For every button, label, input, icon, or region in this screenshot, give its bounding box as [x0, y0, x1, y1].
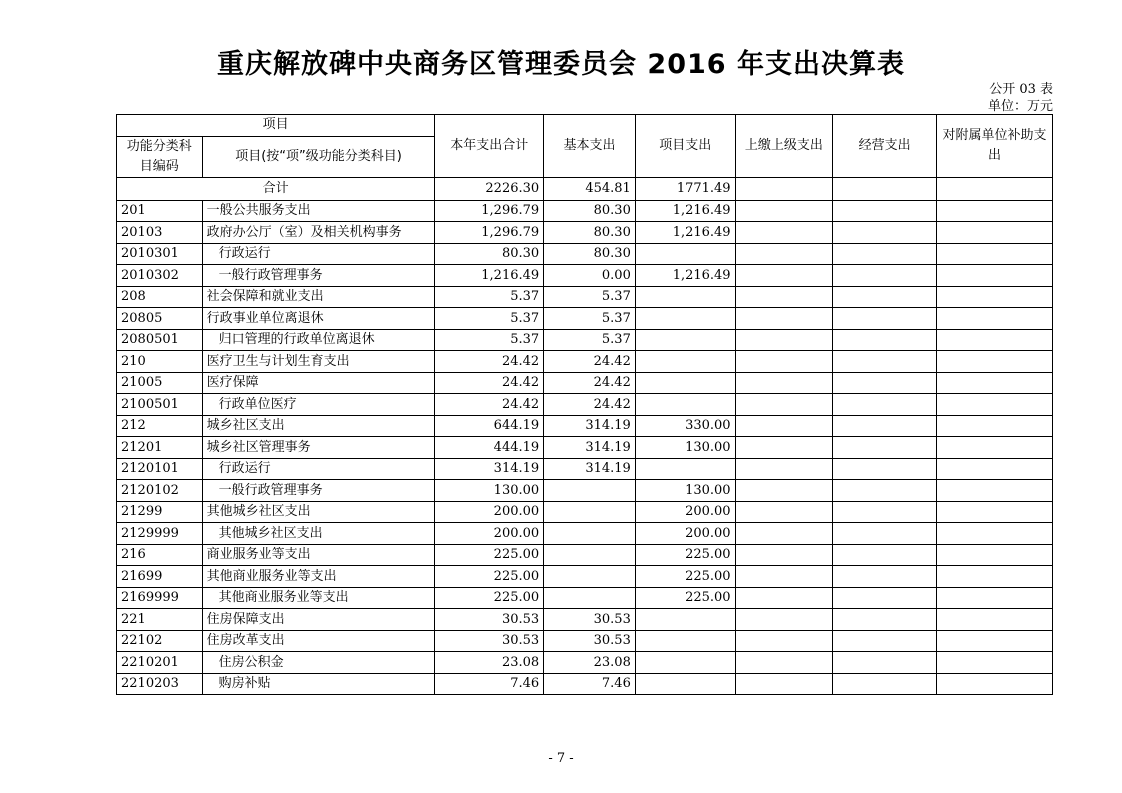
- row-subsidy: [937, 566, 1053, 588]
- total-cell-operating: [833, 177, 937, 200]
- row-operating: [833, 523, 937, 545]
- row-basic: 30.53: [544, 630, 636, 652]
- header-basic: 基本支出: [544, 115, 636, 178]
- row-operating: [833, 351, 937, 373]
- row-name: 住房公积金: [202, 652, 435, 674]
- row-name: 医疗卫生与计划生育支出: [202, 351, 435, 373]
- row-code: 21699: [117, 566, 203, 588]
- row-project: [635, 458, 735, 480]
- row-project: 1,216.49: [635, 200, 735, 222]
- row-code: 22102: [117, 630, 203, 652]
- row-basic: 80.30: [544, 222, 636, 244]
- table-row: [117, 286, 1053, 308]
- row-subsidy: [937, 200, 1053, 222]
- row-name: 其他商业服务业等支出: [202, 566, 435, 588]
- row-subsidy: [937, 480, 1053, 502]
- table-row: [117, 587, 1053, 609]
- row-total: 30.53: [435, 630, 544, 652]
- row-name: 城乡社区支出: [202, 415, 435, 437]
- row-name: 政府办公厅（室）及相关机构事务: [202, 222, 435, 244]
- row-project: 330.00: [635, 415, 735, 437]
- total-row: [117, 177, 1053, 200]
- header-func-code: 功能分类科目编码: [117, 136, 203, 177]
- row-operating: [833, 630, 937, 652]
- table-row: [117, 480, 1053, 502]
- row-basic: 80.30: [544, 243, 636, 265]
- row-operating: [833, 544, 937, 566]
- row-code: 2010302: [117, 265, 203, 287]
- total-cell-upper: [735, 177, 833, 200]
- row-upper: [735, 351, 833, 373]
- table-row: [117, 652, 1053, 674]
- row-code: 2129999: [117, 523, 203, 545]
- row-project: [635, 286, 735, 308]
- row-total: 225.00: [435, 544, 544, 566]
- table-row: [117, 372, 1053, 394]
- row-total: 1,296.79: [435, 222, 544, 244]
- row-name: 行政事业单位离退休: [202, 308, 435, 330]
- row-upper: [735, 372, 833, 394]
- row-project: [635, 329, 735, 351]
- row-operating: [833, 415, 937, 437]
- table-row: [117, 566, 1053, 588]
- total-cell-subsidy: [937, 177, 1053, 200]
- table-row: [117, 351, 1053, 373]
- row-upper: [735, 587, 833, 609]
- row-name: 行政单位医疗: [202, 394, 435, 416]
- row-total: 200.00: [435, 523, 544, 545]
- row-subsidy: [937, 523, 1053, 545]
- table-row: [117, 630, 1053, 652]
- row-upper: [735, 630, 833, 652]
- row-project: 1,216.49: [635, 222, 735, 244]
- row-basic: 24.42: [544, 394, 636, 416]
- row-operating: [833, 394, 937, 416]
- row-total: 1,296.79: [435, 200, 544, 222]
- row-basic: 5.37: [544, 286, 636, 308]
- row-operating: [833, 372, 937, 394]
- row-project: 225.00: [635, 544, 735, 566]
- row-total: 200.00: [435, 501, 544, 523]
- row-name: 购房补贴: [202, 673, 435, 695]
- row-code: 2210201: [117, 652, 203, 674]
- row-code: 216: [117, 544, 203, 566]
- row-name: 其他城乡社区支出: [202, 523, 435, 545]
- table-row: [117, 437, 1053, 459]
- row-upper: [735, 200, 833, 222]
- row-name: 城乡社区管理事务: [202, 437, 435, 459]
- row-upper: [735, 329, 833, 351]
- row-basic: 80.30: [544, 200, 636, 222]
- row-code: 21299: [117, 501, 203, 523]
- row-operating: [833, 652, 937, 674]
- row-total: 5.37: [435, 308, 544, 330]
- unit-label: 单位：万元: [987, 99, 1053, 114]
- page-number: - 7 -: [548, 751, 574, 766]
- row-project: 200.00: [635, 523, 735, 545]
- row-subsidy: [937, 265, 1053, 287]
- row-upper: [735, 308, 833, 330]
- row-upper: [735, 265, 833, 287]
- row-subsidy: [937, 351, 1053, 373]
- row-operating: [833, 222, 937, 244]
- row-name: 一般行政管理事务: [202, 265, 435, 287]
- table-row: [117, 394, 1053, 416]
- row-operating: [833, 329, 937, 351]
- row-subsidy: [937, 243, 1053, 265]
- row-basic: [544, 523, 636, 545]
- row-operating: [833, 501, 937, 523]
- row-total: 225.00: [435, 566, 544, 588]
- row-upper: [735, 222, 833, 244]
- row-project: 130.00: [635, 480, 735, 502]
- row-subsidy: [937, 394, 1053, 416]
- row-name: 行政运行: [202, 458, 435, 480]
- row-name: 行政运行: [202, 243, 435, 265]
- row-subsidy: [937, 329, 1053, 351]
- row-subsidy: [937, 544, 1053, 566]
- row-operating: [833, 265, 937, 287]
- row-code: 208: [117, 286, 203, 308]
- row-operating: [833, 437, 937, 459]
- row-total: 314.19: [435, 458, 544, 480]
- row-code: 2010301: [117, 243, 203, 265]
- header-project-group: 项目: [117, 115, 435, 137]
- row-upper: [735, 394, 833, 416]
- row-basic: 7.46: [544, 673, 636, 695]
- row-basic: [544, 587, 636, 609]
- row-basic: 24.42: [544, 372, 636, 394]
- row-subsidy: [937, 630, 1053, 652]
- row-total: 7.46: [435, 673, 544, 695]
- total-cell-project: 1771.49: [635, 177, 735, 200]
- row-operating: [833, 566, 937, 588]
- row-subsidy: [937, 609, 1053, 631]
- row-code: 2120101: [117, 458, 203, 480]
- row-operating: [833, 480, 937, 502]
- row-total: 80.30: [435, 243, 544, 265]
- row-subsidy: [937, 673, 1053, 695]
- row-basic: 0.00: [544, 265, 636, 287]
- row-total: 5.37: [435, 286, 544, 308]
- table-row: [117, 415, 1053, 437]
- row-total: 23.08: [435, 652, 544, 674]
- row-subsidy: [937, 437, 1053, 459]
- header-total: 本年支出合计: [435, 115, 544, 178]
- row-name: 其他城乡社区支出: [202, 501, 435, 523]
- row-name: 医疗保障: [202, 372, 435, 394]
- row-upper: [735, 501, 833, 523]
- row-name: 一般公共服务支出: [202, 200, 435, 222]
- row-upper: [735, 458, 833, 480]
- row-name: 商业服务业等支出: [202, 544, 435, 566]
- row-basic: 314.19: [544, 458, 636, 480]
- row-code: 21201: [117, 437, 203, 459]
- header-func-name: 项目(按“项”级功能分类科目): [202, 136, 435, 177]
- header-subsidy: 对附属单位补助支出: [937, 115, 1053, 178]
- row-basic: 5.37: [544, 308, 636, 330]
- table-row: [117, 609, 1053, 631]
- row-subsidy: [937, 222, 1053, 244]
- table-row: [117, 222, 1053, 244]
- row-subsidy: [937, 587, 1053, 609]
- row-upper: [735, 415, 833, 437]
- row-name: 社会保障和就业支出: [202, 286, 435, 308]
- table-header: [117, 115, 1053, 178]
- row-project: [635, 243, 735, 265]
- row-basic: 314.19: [544, 415, 636, 437]
- total-cell-basic: 454.81: [544, 177, 636, 200]
- form-number: 公开 03 表: [989, 82, 1053, 97]
- table-row: [117, 329, 1053, 351]
- row-code: 2080501: [117, 329, 203, 351]
- row-basic: [544, 566, 636, 588]
- row-project: 225.00: [635, 587, 735, 609]
- row-name: 其他商业服务业等支出: [202, 587, 435, 609]
- row-code: 2100501: [117, 394, 203, 416]
- row-upper: [735, 286, 833, 308]
- table-body: [117, 177, 1053, 695]
- row-basic: [544, 544, 636, 566]
- header-upper: 上缴上级支出: [735, 115, 833, 178]
- row-upper: [735, 652, 833, 674]
- row-total: 130.00: [435, 480, 544, 502]
- row-upper: [735, 673, 833, 695]
- total-cell-total: 2226.30: [435, 177, 544, 200]
- row-operating: [833, 286, 937, 308]
- row-total: 30.53: [435, 609, 544, 631]
- row-subsidy: [937, 286, 1053, 308]
- row-operating: [833, 587, 937, 609]
- row-total: 5.37: [435, 329, 544, 351]
- row-project: [635, 394, 735, 416]
- row-basic: 314.19: [544, 437, 636, 459]
- table-row: [117, 308, 1053, 330]
- row-name: 一般行政管理事务: [202, 480, 435, 502]
- row-project: [635, 609, 735, 631]
- row-name: 住房保障支出: [202, 609, 435, 631]
- row-upper: [735, 243, 833, 265]
- row-code: 20103: [117, 222, 203, 244]
- row-subsidy: [937, 458, 1053, 480]
- row-total: 444.19: [435, 437, 544, 459]
- row-project: 1,216.49: [635, 265, 735, 287]
- row-subsidy: [937, 372, 1053, 394]
- row-subsidy: [937, 415, 1053, 437]
- page-title: 重庆解放碑中央商务区管理委员会 2016 年支出决算表: [217, 49, 905, 80]
- row-code: 221: [117, 609, 203, 631]
- row-project: [635, 351, 735, 373]
- row-project: 225.00: [635, 566, 735, 588]
- row-code: 2169999: [117, 587, 203, 609]
- row-name: 归口管理的行政单位离退休: [202, 329, 435, 351]
- row-upper: [735, 609, 833, 631]
- table-row: [117, 673, 1053, 695]
- row-project: 130.00: [635, 437, 735, 459]
- row-basic: [544, 480, 636, 502]
- row-upper: [735, 566, 833, 588]
- row-total: 644.19: [435, 415, 544, 437]
- row-basic: 23.08: [544, 652, 636, 674]
- table-row: [117, 523, 1053, 545]
- row-total: 225.00: [435, 587, 544, 609]
- row-total: 24.42: [435, 372, 544, 394]
- row-code: 21005: [117, 372, 203, 394]
- row-project: [635, 630, 735, 652]
- row-upper: [735, 544, 833, 566]
- row-project: [635, 673, 735, 695]
- row-subsidy: [937, 501, 1053, 523]
- row-subsidy: [937, 652, 1053, 674]
- row-operating: [833, 609, 937, 631]
- table-row: [117, 243, 1053, 265]
- row-basic: 30.53: [544, 609, 636, 631]
- header-project: 项目支出: [635, 115, 735, 178]
- row-basic: 24.42: [544, 351, 636, 373]
- total-label: 合计: [117, 177, 435, 200]
- table-row: [117, 265, 1053, 287]
- row-subsidy: [937, 308, 1053, 330]
- row-name: 住房改革支出: [202, 630, 435, 652]
- row-operating: [833, 458, 937, 480]
- row-code: 212: [117, 415, 203, 437]
- row-basic: 5.37: [544, 329, 636, 351]
- table-row: [117, 458, 1053, 480]
- row-code: 2120102: [117, 480, 203, 502]
- table-row: [117, 200, 1053, 222]
- row-project: [635, 652, 735, 674]
- row-code: 201: [117, 200, 203, 222]
- row-code: 20805: [117, 308, 203, 330]
- row-code: 2210203: [117, 673, 203, 695]
- row-project: [635, 308, 735, 330]
- row-upper: [735, 437, 833, 459]
- row-total: 1,216.49: [435, 265, 544, 287]
- row-operating: [833, 308, 937, 330]
- row-operating: [833, 673, 937, 695]
- header-operating: 经营支出: [833, 115, 937, 178]
- row-total: 24.42: [435, 394, 544, 416]
- table-row: [117, 544, 1053, 566]
- expenditure-table: [116, 114, 1053, 695]
- row-project: [635, 372, 735, 394]
- row-total: 24.42: [435, 351, 544, 373]
- row-code: 210: [117, 351, 203, 373]
- row-operating: [833, 243, 937, 265]
- row-operating: [833, 200, 937, 222]
- row-basic: [544, 501, 636, 523]
- row-upper: [735, 523, 833, 545]
- table-row: [117, 501, 1053, 523]
- row-upper: [735, 480, 833, 502]
- row-project: 200.00: [635, 501, 735, 523]
